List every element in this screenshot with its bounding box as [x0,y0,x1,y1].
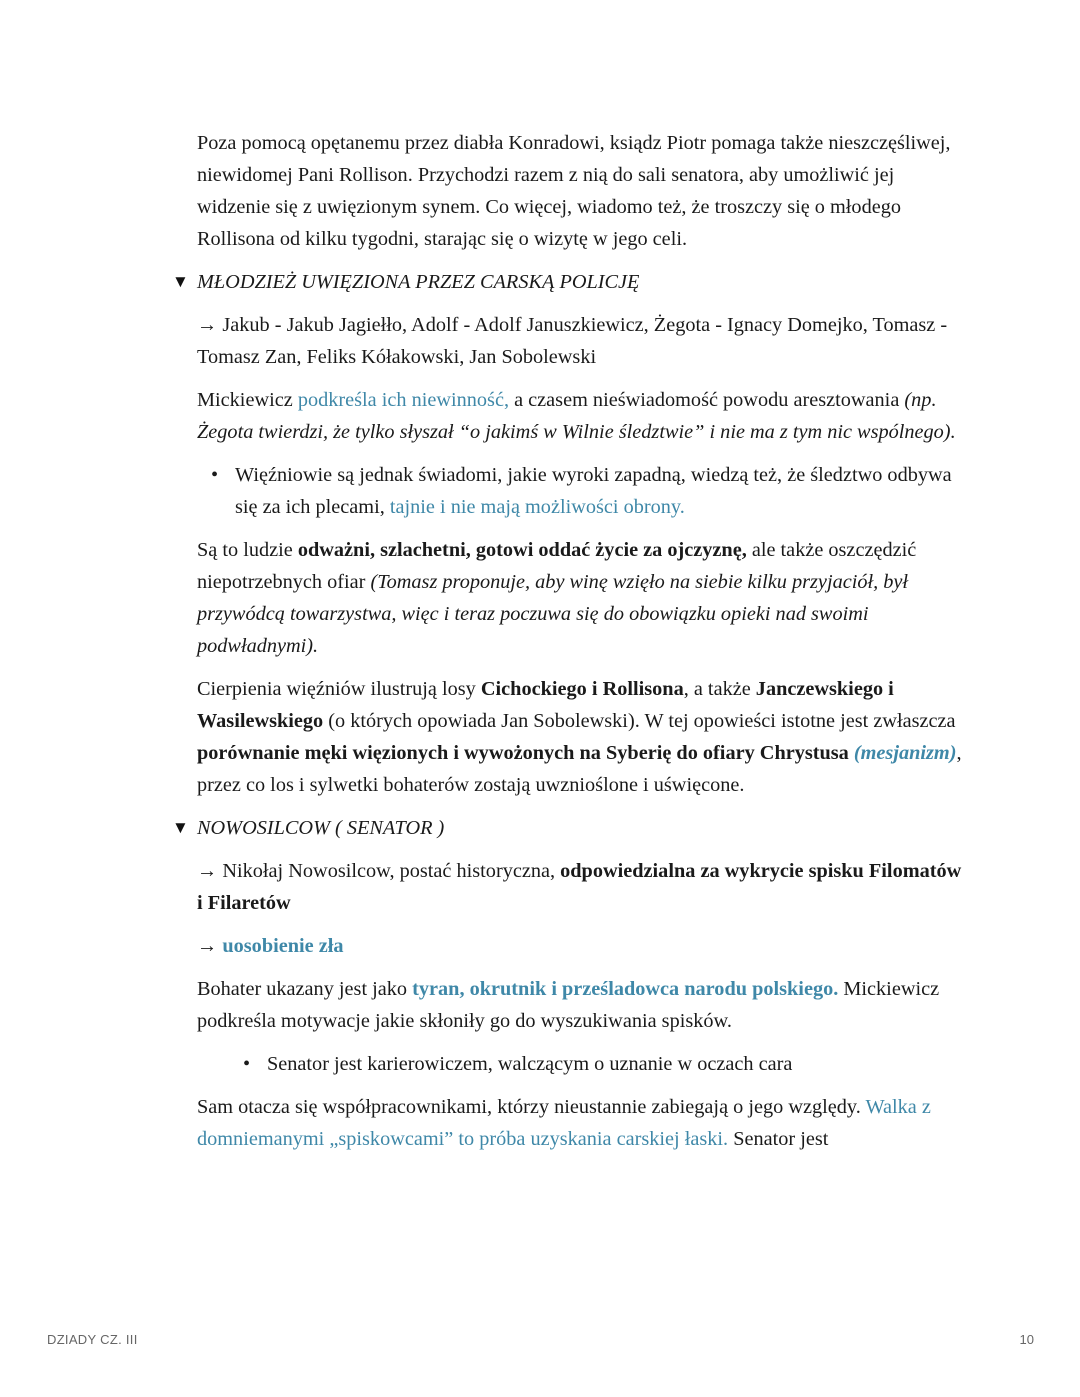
page-content [172,127,967,1166]
prisoner-names-text: Jakub - Jakub Jagiełło, Adolf - Adolf Januszkiewicz, Żegota - Ignacy Domejko, Tomasz - Tomasz Zan, Feliks Kółakowski, Jan Sobolewski [197,314,948,368]
section-heading-text: MŁODZIEŻ UWIĘZIONA PRZEZ CARSKĄ POLICJĘ [197,271,640,293]
arrow-icon: → [197,860,218,882]
text-run: , a także [683,678,751,700]
text-run: Senator jest karierowiczem, walczącym o uznanie w oczach cara [267,1053,793,1075]
text-run: Mickiewicz [197,389,293,411]
text-run: Cierpienia więźniów ilustrują losy [197,678,476,700]
bold-text: odpowiedzialna za wykrycie spisku Filomatów i Filaretów [197,860,962,914]
text-run: a czasem nieświadomość powodu aresztowania [514,389,900,411]
text-run: Więźniowie są jednak świadomi, jakie wyroki zapadną, wiedzą też, że śledztwo odbywa się za ich plecami, [235,464,952,518]
collapse-triangle-icon[interactable]: ▼ [172,272,189,291]
highlight-text: Walka z domniemanymi „spiskowcami” to próba uzyskania carskiej łaski. [197,1096,931,1150]
highlight-italic-text: (mesjanizm) [853,742,957,764]
paragraph-tyrant [197,973,967,1037]
page-number: 10 [1019,1332,1034,1347]
text-run: Sam otacza się współpracownikami, którzy nieustannie zabiegają o jego względy. [197,1096,861,1118]
paragraph-brave [197,534,967,662]
highlight-text: tajnie i nie mają możliwości obrony. [389,496,685,518]
prisoner-names [197,309,967,373]
bullet-item-prisoners [197,459,967,523]
paragraph-innocence [197,384,967,448]
nowosilcow-evil [197,930,967,962]
text-run: Bohater ukazany jest jako [197,978,408,1000]
italic-example: (np. Żegota twierdzi, że tylko słyszał “o jakimś w Wilnie śledztwie” i nie ma z tym nic wspólnego). [197,389,956,443]
highlight-bold-text: uosobienie zła [222,935,344,957]
nowosilcow-intro [197,855,967,919]
section-heading-nowosilcow[interactable] [172,812,967,844]
bullet-dot-icon: • [243,1053,251,1075]
bullet-item-senator [197,1048,967,1080]
section-heading-text: NOWOSILCOW ( SENATOR ) [197,817,445,839]
bold-text: odważni, szlachetni, gotowi oddać życie za ojczyznę, [297,539,747,561]
bullet-dot-icon: • [211,464,219,486]
text-run: (o których opowiada Jan Sobolewski). W tej opowieści istotne jest zwłaszcza [328,710,956,732]
highlight-bold-text: tyran, okrutnik i prześladowca narodu polskiego. [412,978,839,1000]
arrow-icon: → [197,935,218,957]
paragraph-associates [197,1091,967,1155]
text-run: , przez co los i sylwetki bohaterów zostają uwznioślone i uświęcone. [197,742,962,796]
text-run: Senator jest [733,1128,829,1150]
footer-title: DZIADY CZ. III [47,1332,138,1347]
bold-text: porównanie męki więzionych i wywożonych na Syberię do ofiary Chrystusa [197,742,849,764]
italic-example: (Tomasz proponuje, aby winę wzięło na siebie kilku przyjaciół, był przywódcą towarzystwa, więc i teraz poczuwa się do obowiązku opieki nad swoimi podwładnymi). [197,571,909,657]
text-run: ale także oszczędzić niepotrzebnych ofiar [197,539,917,593]
text-run: Są to ludzie [197,539,293,561]
paragraph-piotr: Poza pomocą opętanemu przez diabła Konradowi, ksiądz Piotr pomaga także nieszczęśliwej, niewidomej Pani Rollison. Przychodzi razem z nią do sali senatora, aby umożliwić jej widzenie się z uwięzionym synem. Co więcej, wiadomo też, że troszczy się o młodego Rollisona od kilku tygodni, starając się o wizytę w jego celi. [197,132,951,250]
bold-text: Cichockiego i Rollisona [480,678,684,700]
highlight-text: podkreśla ich niewinność, [297,389,510,411]
section-heading-mlodziez[interactable] [172,266,967,298]
bold-text: Janczewskiego i Wasilewskiego [197,678,894,732]
collapse-triangle-icon[interactable]: ▼ [172,818,189,837]
text-run: Mickiewicz podkreśla motywacje jakie skłoniły go do wyszukiwania spisków. [197,978,940,1032]
paragraph-suffering [197,673,967,801]
text-run: Nikołaj Nowosilcow, postać historyczna, [222,860,556,882]
arrow-icon: → [197,314,218,336]
